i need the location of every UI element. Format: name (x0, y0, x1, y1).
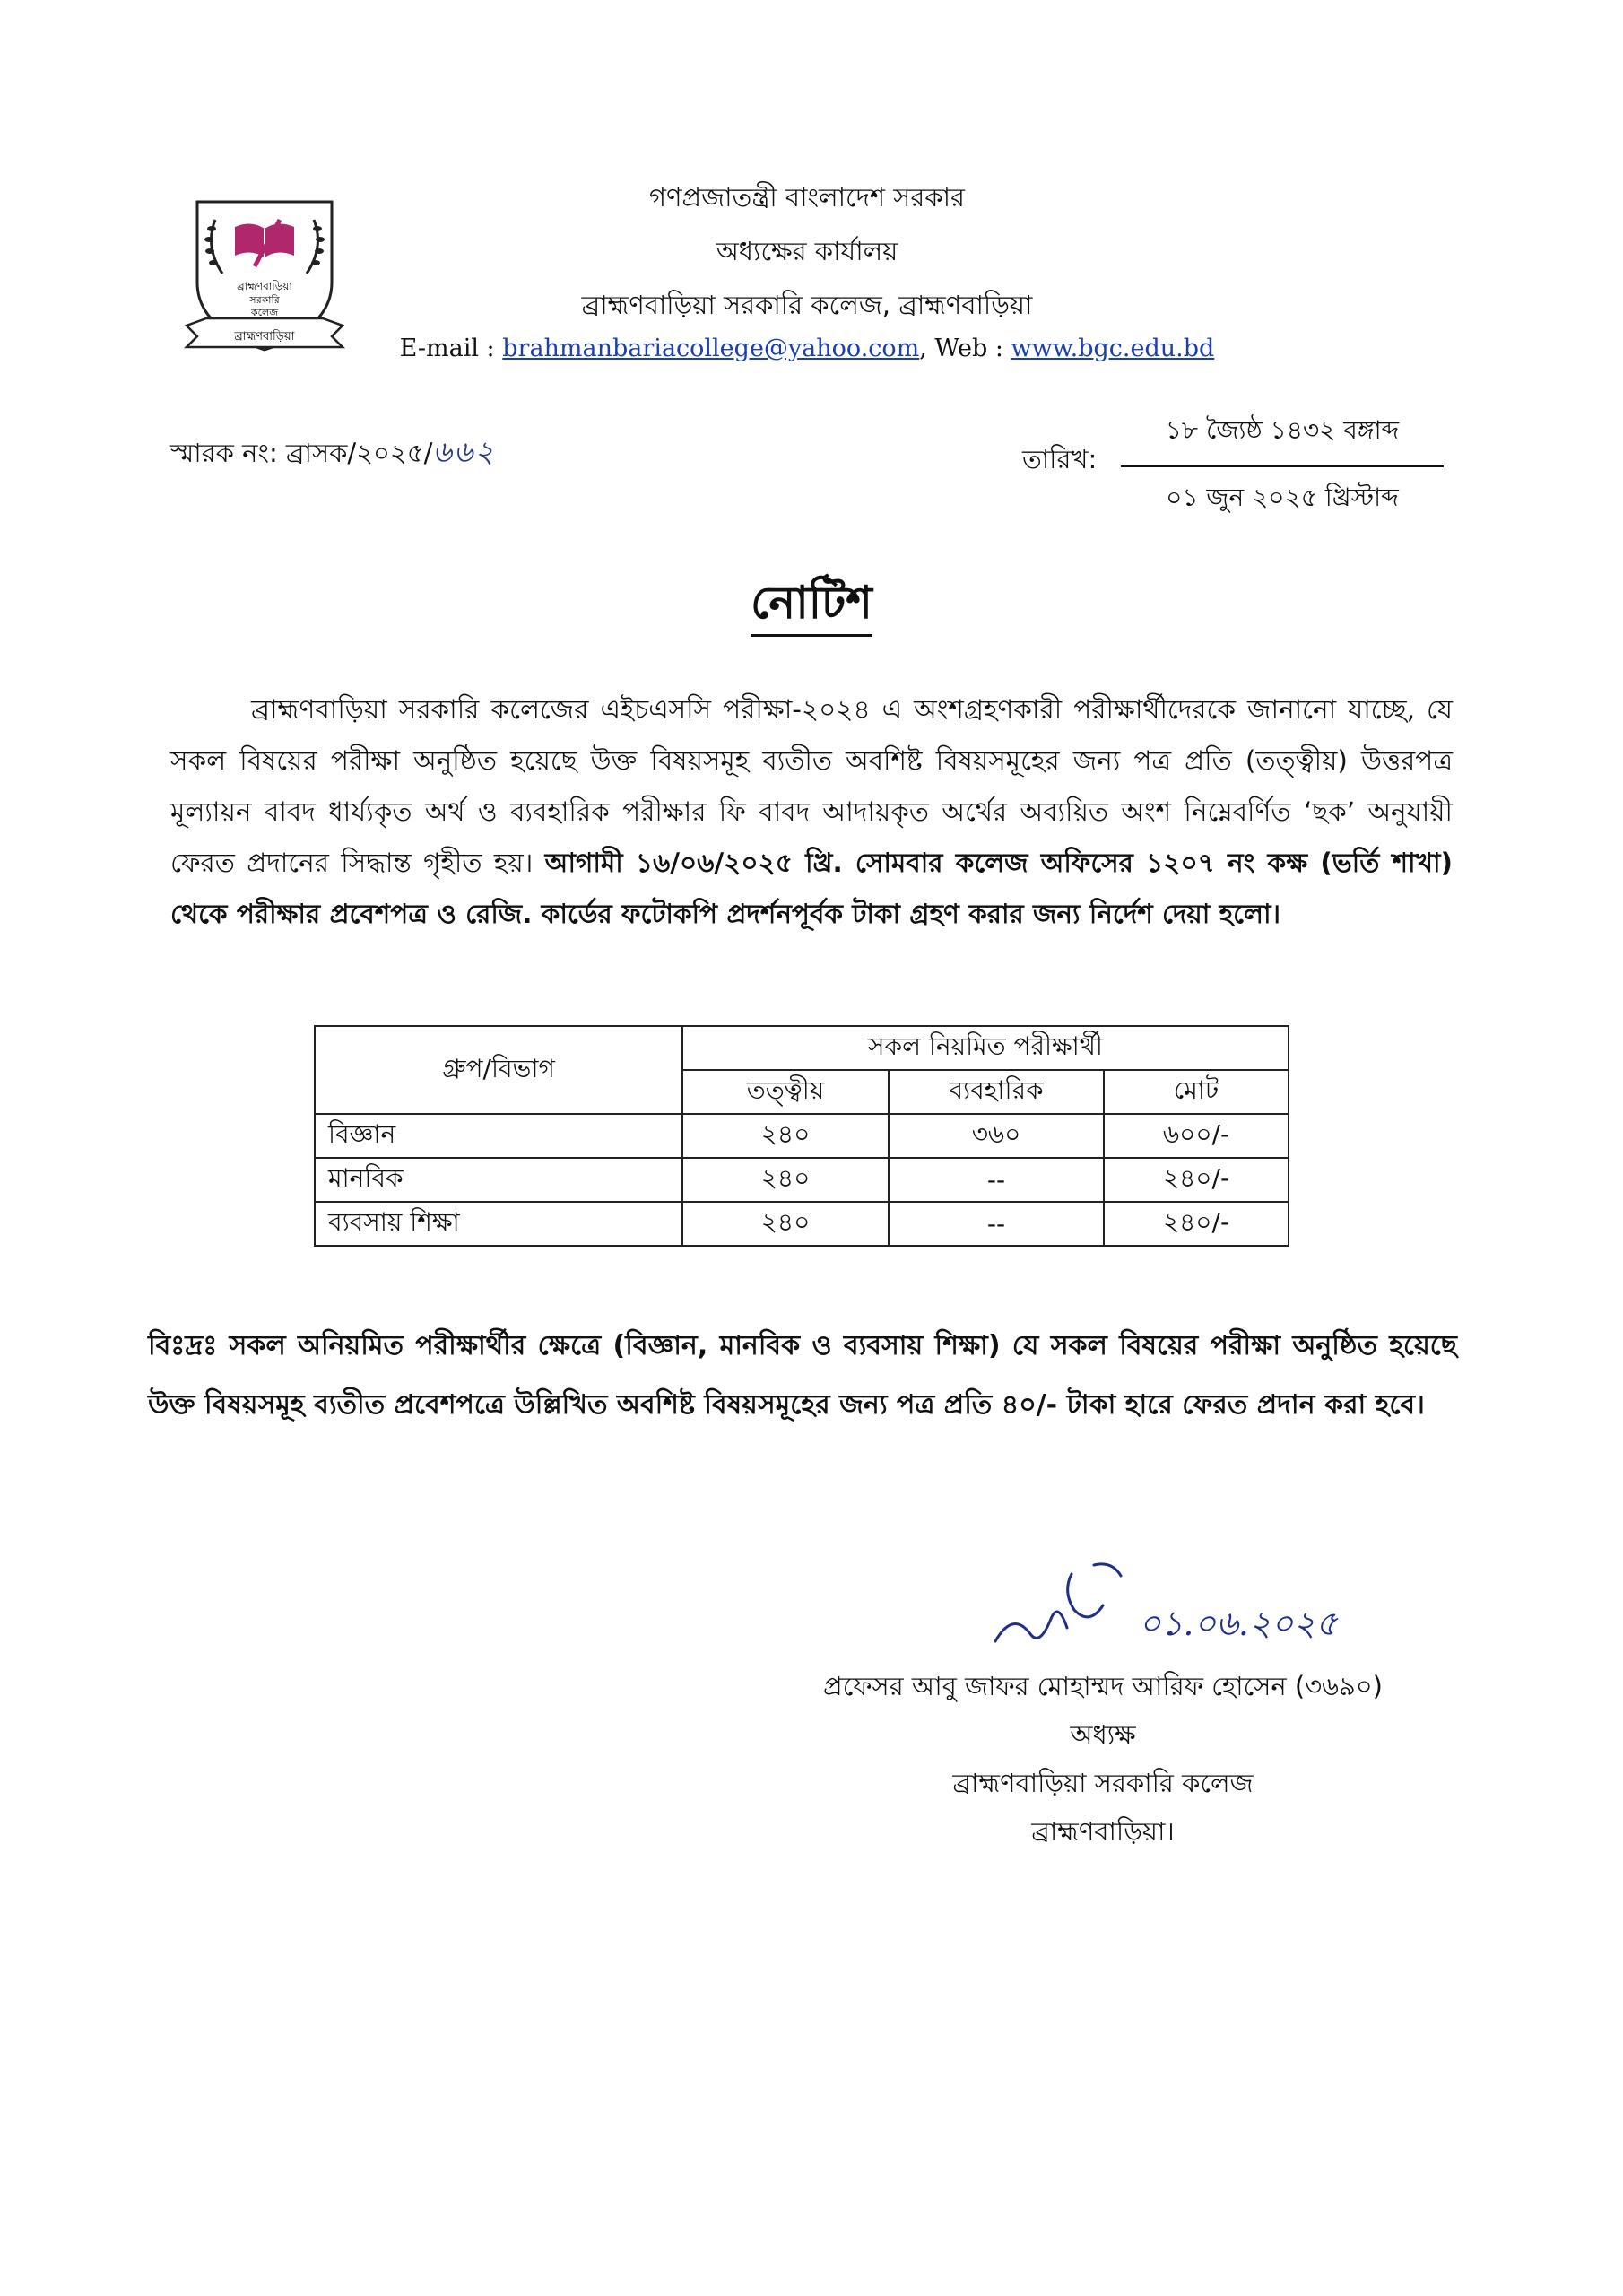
table-row (315, 1114, 1289, 1158)
cell-group: মানবিক (315, 1158, 682, 1202)
memo-handwritten-number: ৬৬২ (432, 434, 496, 469)
notice-title: নোটিশ (0, 570, 1623, 644)
cell-practical: -- (889, 1202, 1104, 1246)
notice-body-plain: ব্রাহ্মণবাড়িয়া সরকারি কলেজের এইচএসসি পরীক্ষা-২০২৪ এ অংশগ্রহণকারী পরীক্ষার্থীদেরকে জানানো যাচ্ছে, যে সকল বিষয়ের পরীক্ষা অনুষ্ঠিত হয়েছে উক্ত বিষয়সমূহ ব্যতীত অবশিষ্ট বিষয়সমূহের জন্য পত্র প্রতি (তত্ত্বীয়) উত্তরপত্র মূল্যায়ন বাবদ ধার্য্যকৃত অর্থ ও ব্যবহারিক পরীক্ষার ফি বাবদ আদায়কৃত অর্থের অব্যয়িত অংশ নিম্নেবর্ণিত ‘ছক’ অনুযায়ী ফেরত প্রদানের সিদ্ধান্ত গৃহীত হয়। (170, 694, 1453, 878)
memo-label: স্মারক নং: ব্রাসক/২০২৫/ (170, 438, 433, 468)
refund-table (314, 1025, 1289, 1247)
date-label: তারিখ: (1022, 444, 1098, 474)
signatory-name: প্রফেসর আবু জাফর মোহাম্মদ আরিফ হোসেন (৩৬৯০) (823, 1671, 1383, 1701)
cell-total: ২৪০/- (1104, 1158, 1289, 1202)
cell-group: বিজ্ঞান (315, 1114, 682, 1158)
cell-practical: ৩৬০ (889, 1114, 1104, 1158)
logo-text-top: ব্রাহ্মণবাড়িয়া (237, 280, 292, 292)
cell-theory: ২৪০ (682, 1114, 889, 1158)
logo-ribbon-text: ব্রাহ্মণবাড়িয়া (234, 330, 295, 344)
signatory-place: ব্রাহ্মণবাড়িয়া। (1031, 1816, 1175, 1847)
header-college: ব্রাহ্মণবাড়িয়া সরকারি কলেজ, ব্রাহ্মণবাড়িয়া (581, 290, 1033, 320)
cell-theory: ২৪০ (682, 1158, 889, 1202)
date-divider (1121, 465, 1444, 467)
email-label: E-mail : (399, 335, 503, 362)
signature-date: ০১.০৬.২০২৫ (1139, 1604, 1338, 1643)
col-group-header: গ্রুপ/বিভাগ (315, 1026, 682, 1114)
header-contact (269, 335, 1345, 362)
col-practical-header: ব্যবহারিক (889, 1070, 1104, 1114)
table-row (315, 1202, 1289, 1246)
cell-group: ব্যবসায় শিক্ষা (315, 1202, 682, 1246)
date-bangla: ১৮ জ্যৈষ্ঠ ১৪৩২ বঙ্গাব্দ (1165, 415, 1400, 445)
handwritten-signature (977, 1556, 1426, 1664)
date-block (1121, 411, 1444, 520)
memo-number (170, 429, 496, 479)
header-office: অধ্যক্ষের কার্যালয় (716, 236, 898, 266)
email-link[interactable]: brahmanbariacollege@yahoo.com (502, 335, 920, 362)
logo-text-mid: সরকারি (249, 294, 280, 306)
cell-total: ২৪০/- (1104, 1202, 1289, 1246)
signatory-designation: অধ্যক্ষ (1070, 1719, 1136, 1750)
header-government: গণপ্রজাতন্ত্রী বাংলাদেশ সরকার (648, 182, 966, 213)
logo-text-low: কলেজ (250, 307, 279, 318)
cell-theory: ২৪০ (682, 1202, 889, 1246)
cell-total: ৬০০/- (1104, 1114, 1289, 1158)
table-header-row (315, 1026, 1289, 1070)
col-total-header: মোট (1104, 1070, 1289, 1114)
notice-body (170, 684, 1453, 940)
cell-practical: -- (889, 1158, 1104, 1202)
web-link[interactable]: www.bgc.edu.bd (1011, 335, 1215, 362)
col-theory-header: তত্ত্বীয় (682, 1070, 889, 1114)
note-paragraph: বিঃদ্রঃ সকল অনিয়মিত পরীক্ষার্থীর ক্ষেত্রে (বিজ্ঞান, মানবিক ও ব্যবসায় শিক্ষা) যে সকল বিষয়ের পরীক্ষা অনুষ্ঠিত হয়েছে উক্ত বিষয়সমূহ ব্যতীত প্রবেশপত্রে উল্লিখিত অবশিষ্ট বিষয়সমূহের জন্য পত্র প্রতি ৪০/- টাকা হারে ফেরত প্রদান করা হবে। (148, 1330, 1457, 1421)
notice-body-instruction: আগামী ১৬/০৬/২০২৫ খ্রি. সোমবার কলেজ অফিসের ১২০৭ নং কক্ষ (ভর্তি শাখা) থেকে পরীক্ষার প্রবেশপত্র ও রেজি. কার্ডের ফটোকপি প্রদর্শনপূর্বক টাকা গ্রহণ করার জন্য নির্দেশ দেয়া হলো। (170, 848, 1453, 929)
table-row (315, 1158, 1289, 1202)
signatory-office: ব্রাহ্মণবাড়িয়া সরকারি কলেজ (952, 1768, 1254, 1798)
col-span-header: সকল নিয়মিত পরীক্ষার্থী (682, 1026, 1289, 1070)
web-label: , Web : (919, 335, 1011, 362)
date-english: ০১ জুন ২০২৫ খ্রিস্টাব্দ (1166, 483, 1399, 512)
